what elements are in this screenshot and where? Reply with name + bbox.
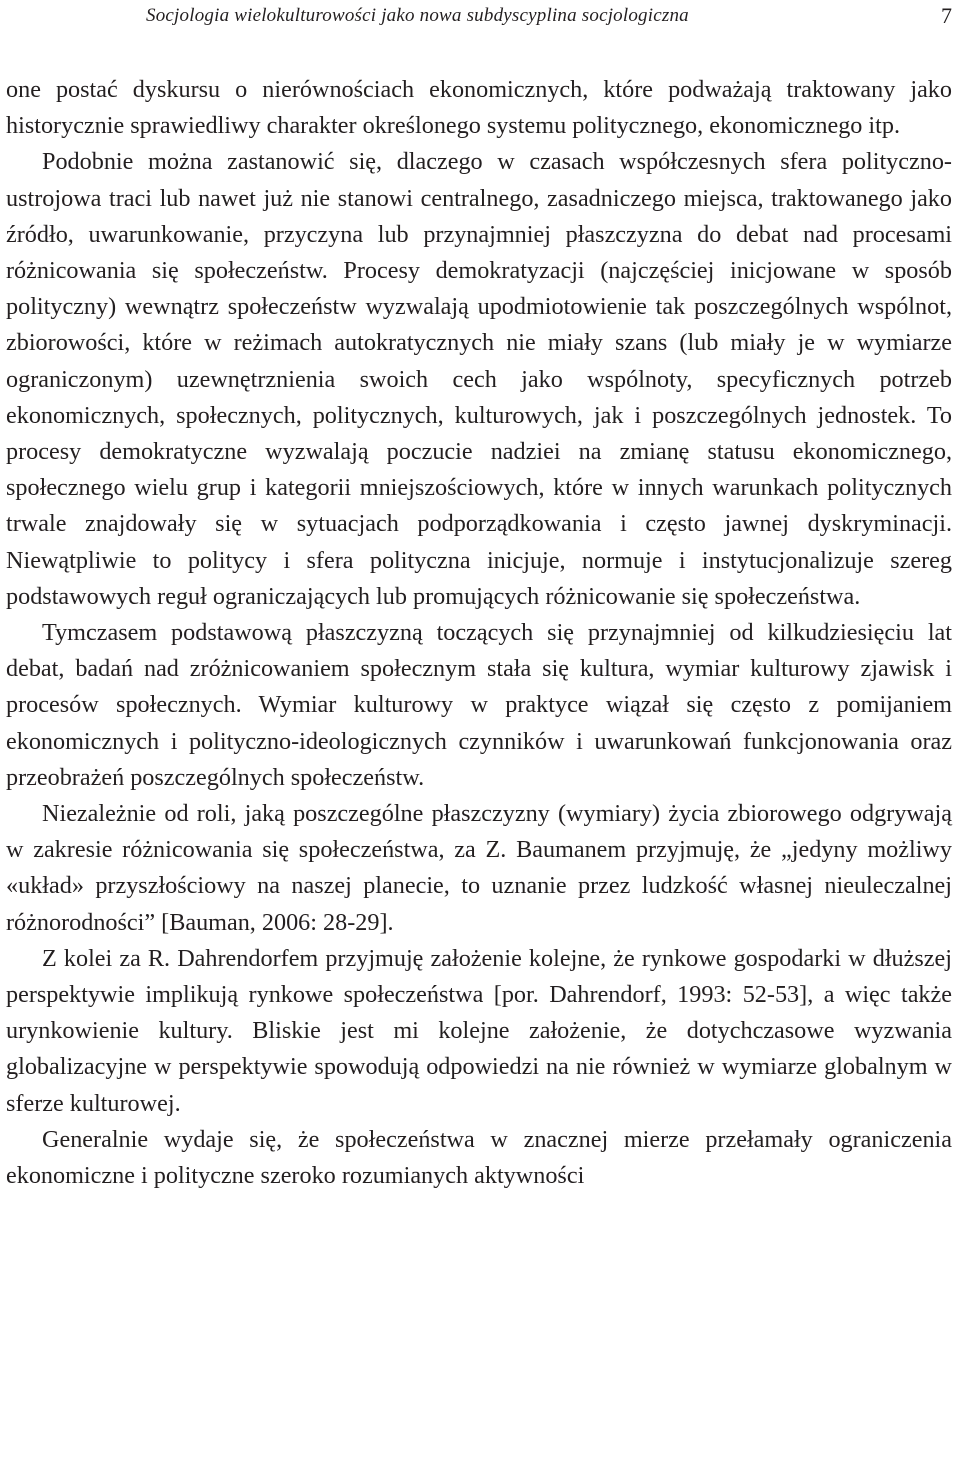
paragraph-continued: one postać dyskursu o nierównościach ekonomicznych, które podważają traktowany jako historycznie sprawiedliwy charakter określonego systemu politycznego, ekonomicznego itp. xyxy=(6,76,952,140)
running-title: Socjologia wielokulturowości jako nowa subdyscyplina socjologiczna xyxy=(146,5,689,26)
paragraph: Tymczasem podstawową płaszczyzną toczących się przynajmniej od kilkudziesięciu lat debat, badań nad zróżnicowaniem społecznym stała się kultura, wymiar kulturowy zjawisk i procesów społecznych. Wymiar kulturowy w praktyce wiązał się często z pomijaniem ekonomicznych i polityczno-ideologicznych czynników i uwarunkowań funkcjonowania oraz przeobrażeń poszczególnych społeczeństw. xyxy=(6,619,952,791)
document-page xyxy=(6,0,952,1194)
paragraph: Niezależnie od roli, jaką poszczególne płaszczyzny (wymiary) życia zbiorowego odgrywają w zakresie różnicowania się społeczeństwa, za Z. Baumanem przyjmuję, że „jedyny możliwy «układ» przyszłościowy na naszej planecie, to uznanie przez ludzkość własnej nieuleczalnej różnorodności” [Bauman, 2006: 28-29]. xyxy=(6,800,952,936)
page-number: 7 xyxy=(941,3,952,28)
running-header xyxy=(6,1,952,31)
body-text xyxy=(6,72,952,1194)
paragraph: Generalnie wydaje się, że społeczeństwa w znacznej mierze przełamały ograniczenia ekonomiczne i polityczne szeroko rozumianych aktywności xyxy=(6,1125,952,1190)
paragraph: Z kolei za R. Dahrendorfem przyjmuję założenie kolejne, że rynkowe gospodarki w dłuższej perspektywie implikują rynkowe społeczeństwa [por. Dahrendorf, 1993: 52-53], a więc także urynkowienie kultury. Bliskie jest mi kolejne założenie, że dotychczasowe wyzwania globalizacyjne w perspektywie spowodują odpowiedzi na nie również w wymiarze globalnym w sferze kulturowej. xyxy=(6,944,952,1117)
paragraph: Podobnie można zastanowić się, dlaczego w czasach współczesnych sfera polityczno-ustrojowa traci lub nawet już nie stanowi centralnego, zasadniczego miejsca, traktowanego jako źródło, uwarunkowanie, przyczyna lub przynajmniej płaszczyzna do debat nad procesami różnicowania się społeczeństw. Procesy demokratyzacji (najczęściej inicjowane w sposób polityczny) wewnątrz społeczeństw wyzwalają upodmiotowienie tak poszczególnych wspólnot, zbiorowości, które w reżimach autokratycznych nie miały szans (lub miały je w wymiarze ograniczonym) uzewnętrznienia swoich cech jako wspólnoty, specyficznych potrzeb ekonomicznych, społecznych, politycznych, kulturowych, jak i poszczególnych jednostek. To procesy demokratyczne wyzwalają poczucie nadziei na zmianę statusu ekonomicznego, społecznego wielu grup i kategorii mniejszościowych, które w innych warunkach politycznych trwale znajdowały się w sytuacjach podporządkowania i często jawnej dyskryminacji. Niewątpliwie to politycy i sfera polityczna inicjuje, normuje i instytucjonalizuje szereg podstawowych reguł ograniczających lub promujących różnicowanie się społeczeństwa. xyxy=(6,148,952,610)
